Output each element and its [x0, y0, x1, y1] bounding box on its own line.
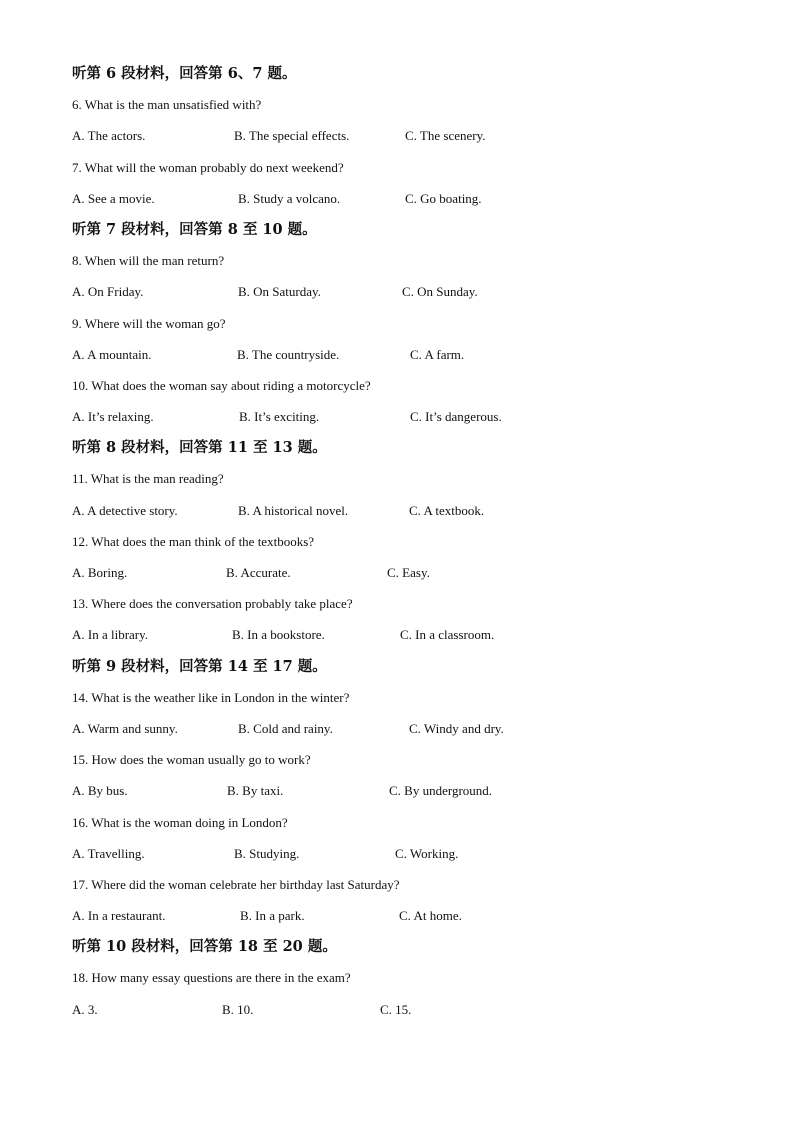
options-17 — [72, 900, 752, 931]
section-heading: 听第 8 段材料，回答第 11 至 13 题。 — [72, 439, 327, 457]
option-b: B. Cold and rainy. — [238, 720, 333, 736]
option-b: B. 10. — [222, 1001, 254, 1017]
option-c: C. By underground. — [389, 783, 493, 799]
option-c: C. At home. — [399, 908, 462, 924]
option-b: B. The countryside. — [237, 346, 340, 362]
option-b: B. Studying. — [234, 845, 300, 861]
question-10: 10. What does the woman say about riding a motorcycle? — [72, 377, 371, 393]
option-b: B. Study a volcano. — [238, 190, 341, 206]
options-9 — [72, 339, 752, 370]
option-a: A. Warm and sunny. — [72, 720, 178, 736]
question-13: 13. Where does the conversation probably take place? — [72, 596, 353, 612]
options-16 — [72, 838, 752, 869]
option-a: A. A mountain. — [72, 346, 152, 362]
options-18 — [72, 994, 752, 1025]
option-c: C. In a classroom. — [400, 627, 495, 643]
option-b: B. The special effects. — [234, 128, 350, 144]
option-b: B. On Saturday. — [238, 284, 321, 300]
option-c: C. Go boating. — [405, 190, 482, 206]
options-13 — [72, 619, 752, 650]
question-17: 17. Where did the woman celebrate her birthday last Saturday? — [72, 876, 400, 892]
option-a: A. The actors. — [72, 128, 146, 144]
options-6 — [72, 120, 752, 151]
options-11 — [72, 495, 752, 526]
option-b: B. In a bookstore. — [232, 627, 325, 643]
question-18: 18. How many essay questions are there in the exam? — [72, 970, 351, 986]
question-6: 6. What is the man unsatisfied with? — [72, 97, 262, 113]
option-c: C. Working. — [395, 845, 459, 861]
section-heading: 听第 10 段材料，回答第 18 至 20 题。 — [72, 938, 337, 956]
section-heading: 听第 7 段材料，回答第 8 至 10 题。 — [72, 220, 317, 238]
option-b: B. By taxi. — [227, 783, 284, 799]
option-a: A. By bus. — [72, 783, 128, 799]
option-c: C. It’s dangerous. — [410, 409, 502, 425]
question-7: 7. What will the woman probably do next weekend? — [72, 159, 344, 175]
options-10 — [72, 401, 752, 432]
exam-page — [72, 58, 752, 1025]
option-c: C. Windy and dry. — [409, 720, 504, 736]
question-11: 11. What is the man reading? — [72, 471, 224, 487]
option-c: C. On Sunday. — [402, 284, 478, 300]
option-a: A. 3. — [72, 1001, 98, 1017]
option-a: A. Travelling. — [72, 845, 145, 861]
option-c: C. A farm. — [410, 346, 465, 362]
option-a: A. Boring. — [72, 565, 128, 580]
question-9: 9. Where will the woman go? — [72, 315, 226, 331]
question-14: 14. What is the weather like in London in the winter? — [72, 689, 350, 705]
options-14 — [72, 713, 752, 744]
option-a: A. In a library. — [72, 627, 149, 643]
option-b: B. Accurate. — [226, 565, 291, 580]
section-heading: 听第 9 段材料，回答第 14 至 17 题。 — [72, 657, 327, 675]
option-b: B. A historical novel. — [238, 502, 349, 518]
question-12: 12. What does the man think of the textbooks? — [72, 533, 315, 549]
question-16: 16. What is the woman doing in London? — [72, 814, 288, 830]
option-a: A. On Friday. — [72, 284, 144, 300]
option-a: A. A detective story. — [72, 502, 178, 518]
options-12 — [72, 557, 752, 588]
option-c: C. A textbook. — [409, 502, 485, 518]
option-a: A. It’s relaxing. — [72, 409, 154, 425]
option-c: C. Easy. — [387, 565, 430, 580]
question-15: 15. How does the woman usually go to work? — [72, 752, 311, 768]
options-7 — [72, 183, 752, 214]
option-c: C. 15. — [380, 1001, 412, 1017]
option-b: B. It’s exciting. — [239, 409, 320, 425]
option-b: B. In a park. — [240, 908, 305, 924]
question-8: 8. When will the man return? — [72, 253, 225, 269]
option-c: C. The scenery. — [405, 128, 486, 144]
options-8 — [72, 276, 752, 307]
section-heading: 听第 6 段材料，回答第 6、7 题。 — [72, 65, 297, 82]
options-15 — [72, 775, 752, 806]
option-a: A. In a restaurant. — [72, 908, 166, 924]
option-a: A. See a movie. — [72, 190, 155, 206]
